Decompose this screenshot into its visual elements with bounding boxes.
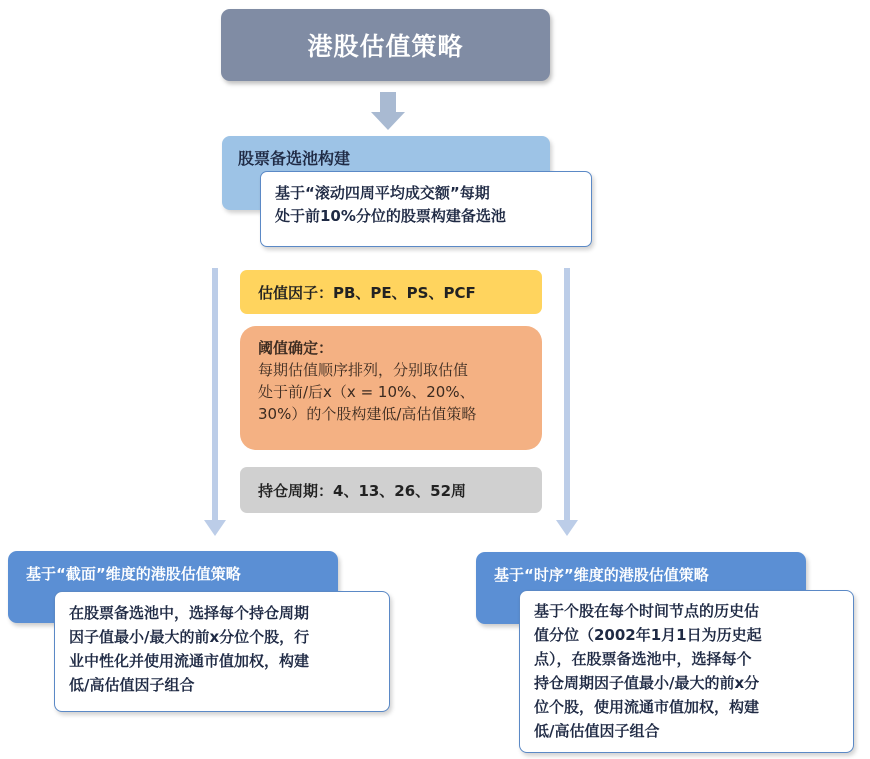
- time-series-desc-line: 低/高估值因子组合: [534, 722, 660, 740]
- time-series-desc-line: 基于个股在每个时间节点的历史估: [534, 602, 760, 620]
- threshold-line: 每期估值顺序排列，分别取估值: [258, 361, 469, 379]
- threshold-title: 阈值确定：: [258, 339, 334, 357]
- stock-pool-desc-line: 基于“滚动四周平均成交额”每期: [275, 184, 490, 202]
- cross-section-desc-line: 因子值最小/最大的前x分位个股，行: [69, 628, 310, 646]
- time-series-desc-line: 点），在股票备选池中，选择每个: [534, 650, 752, 668]
- diagram-title: 港股估值策略: [307, 32, 464, 61]
- time-series-desc-line: 值分位（2002年1月1日为历史起: [534, 626, 762, 644]
- left-connector-line: [212, 268, 218, 523]
- stock-pool-desc-line: 处于前10%分位的股票构建备选池: [275, 207, 506, 225]
- threshold-line: 处于前/后x（x = 10%、20%、: [258, 383, 475, 401]
- cross-section-desc-line: 低/高估值因子组合: [69, 676, 195, 694]
- time-series-desc-line: 位个股，使用流通市值加权，构建: [534, 698, 760, 716]
- cross-section-desc-line: 业中性化并使用流通市值加权，构建: [69, 652, 310, 670]
- threshold-box: [240, 326, 542, 450]
- time-series-desc-line: 持仓周期因子值最小/最大的前x分: [534, 674, 760, 692]
- cross-section-desc-line: 在股票备选池中，选择每个持仓周期: [69, 604, 310, 622]
- holding-period-box: [240, 467, 542, 513]
- threshold-line: 30%）的个股构建低/高估值策略: [258, 405, 477, 423]
- stock-pool-description: [260, 171, 592, 247]
- right-connector-line: [564, 268, 570, 523]
- cross-section-header-label: 基于“截面”维度的港股估值策略: [26, 565, 241, 583]
- left-arrow-head-icon: [204, 520, 226, 536]
- cross-section-strategy-description: [54, 591, 390, 712]
- holding-period-text: 持仓周期：4、13、26、52周: [258, 481, 467, 500]
- valuation-factors-box: [240, 270, 542, 314]
- stock-pool-header-label: 股票备选池构建: [238, 149, 351, 168]
- title-box: [221, 9, 550, 81]
- time-series-strategy-description: [519, 590, 854, 753]
- time-series-header-label: 基于“时序”维度的港股估值策略: [494, 566, 709, 584]
- valuation-factors-text: 估值因子：PB、PE、PS、PCF: [258, 283, 476, 302]
- right-arrow-head-icon: [556, 520, 578, 536]
- down-arrow-icon: [371, 92, 405, 130]
